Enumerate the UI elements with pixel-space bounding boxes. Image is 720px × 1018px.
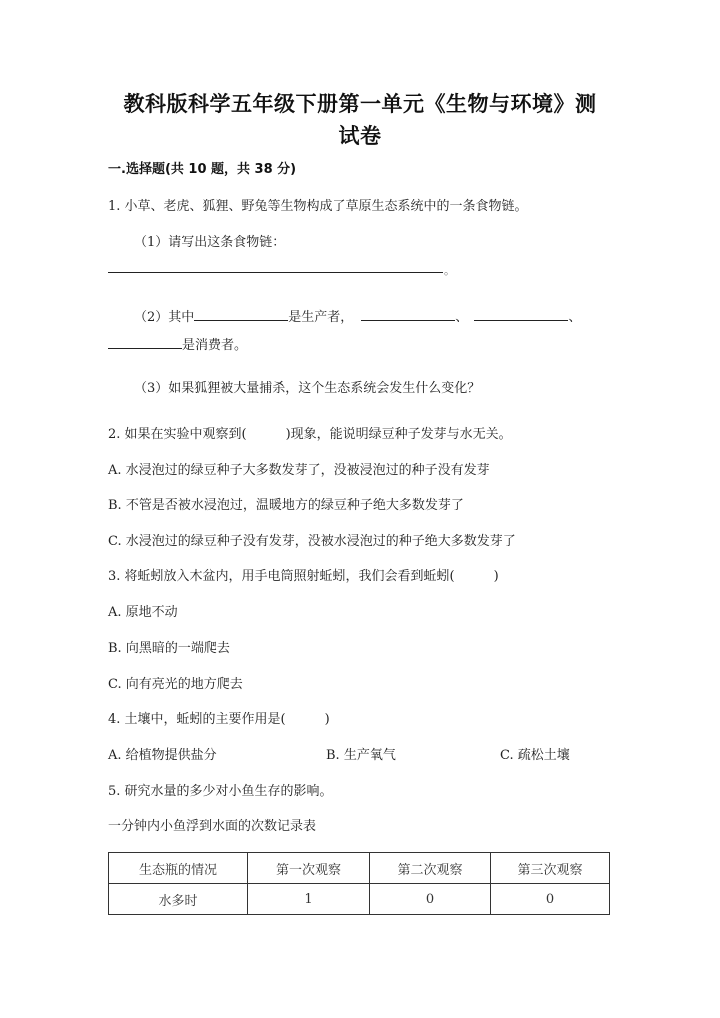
question-1-part-3: （3）如果狐狸被大量捕杀，这个生态系统会发生什么变化？ [134, 381, 481, 396]
question-2-option-c[interactable]: C. 水浸泡过的绿豆种子没有发芽，没被水浸泡过的种子绝大多数发芽了 [108, 534, 516, 549]
question-4-option-c[interactable]: C. 疏松土壤 [500, 748, 570, 763]
question-5-stem: 5. 研究水量的多少对小鱼生存的影响。 [108, 784, 333, 799]
consumer-suffix: 是消费者。 [182, 338, 248, 353]
question-1-part-2-cont [108, 334, 247, 355]
table-header-row [109, 853, 610, 884]
title-line-1: 教科版科学五年级下册第一单元《生物与环境》测 [123, 92, 597, 116]
question-4-option-a[interactable]: A. 给植物提供盐分 [108, 748, 217, 763]
header-cell: 第三次观察 [491, 853, 610, 884]
question-3-option-b[interactable]: B. 向黑暗的一端爬去 [108, 641, 230, 656]
observation-table [108, 852, 610, 915]
question-3-option-c[interactable]: C. 向有亮光的地方爬去 [108, 677, 243, 692]
section-header: 一.选择题(共 10 题，共 38 分) [108, 162, 297, 177]
table-cell: 0 [491, 884, 610, 915]
question-2-stem: 2. 如果在实验中观察到( )现象，能说明绿豆种子发芽与水无关。 [108, 427, 512, 442]
question-3-option-a[interactable]: A. 原地不动 [108, 605, 178, 620]
period-mark: 。 [444, 264, 455, 277]
question-2-option-a[interactable]: A. 水浸泡过的绿豆种子大多数发芽了，没被浸泡过的种子没有发芽 [108, 463, 490, 478]
header-cell: 第一次观察 [248, 853, 370, 884]
table-caption: 一分钟内小鱼浮到水面的次数记录表 [108, 819, 317, 834]
answer-blank-consumer-3[interactable] [108, 334, 182, 349]
part-2-prefix: （2）其中 [134, 310, 195, 325]
question-4-option-b[interactable]: B. 生产氧气 [326, 748, 396, 763]
question-3-stem: 3. 将蚯蚓放入木盆内，用手电筒照射蚯蚓，我们会看到蚯蚓( ) [108, 569, 499, 584]
question-4-stem: 4. 土壤中，蚯蚓的主要作用是( ) [108, 712, 330, 727]
separator-1: 、 [455, 310, 469, 325]
document-title [100, 88, 620, 152]
table-row [109, 884, 610, 915]
question-1-stem: 1. 小草、老虎、狐狸、野兔等生物构成了草原生态系统中的一条食物链。 [108, 199, 528, 214]
header-cell: 第二次观察 [370, 853, 491, 884]
table-cell: 水多时 [109, 884, 248, 915]
table-cell: 1 [248, 884, 370, 915]
header-cell: 生态瓶的情况 [109, 853, 248, 884]
question-2-option-b[interactable]: B. 不管是否被水浸泡过，温暖地方的绿豆种子绝大多数发芽了 [108, 498, 464, 513]
question-1-part-1: （1）请写出这条食物链： [134, 235, 286, 250]
answer-blank-producer[interactable] [194, 306, 288, 321]
answer-blank-food-chain[interactable] [108, 272, 443, 273]
answer-blank-consumer-2[interactable] [474, 306, 568, 321]
table-cell: 0 [370, 884, 491, 915]
separator-2: 、 [568, 310, 582, 325]
answer-blank-consumer-1[interactable] [361, 306, 455, 321]
title-line-2: 试卷 [338, 124, 382, 148]
question-1-part-2 [134, 306, 581, 327]
producer-suffix: 是生产者， [288, 310, 354, 325]
